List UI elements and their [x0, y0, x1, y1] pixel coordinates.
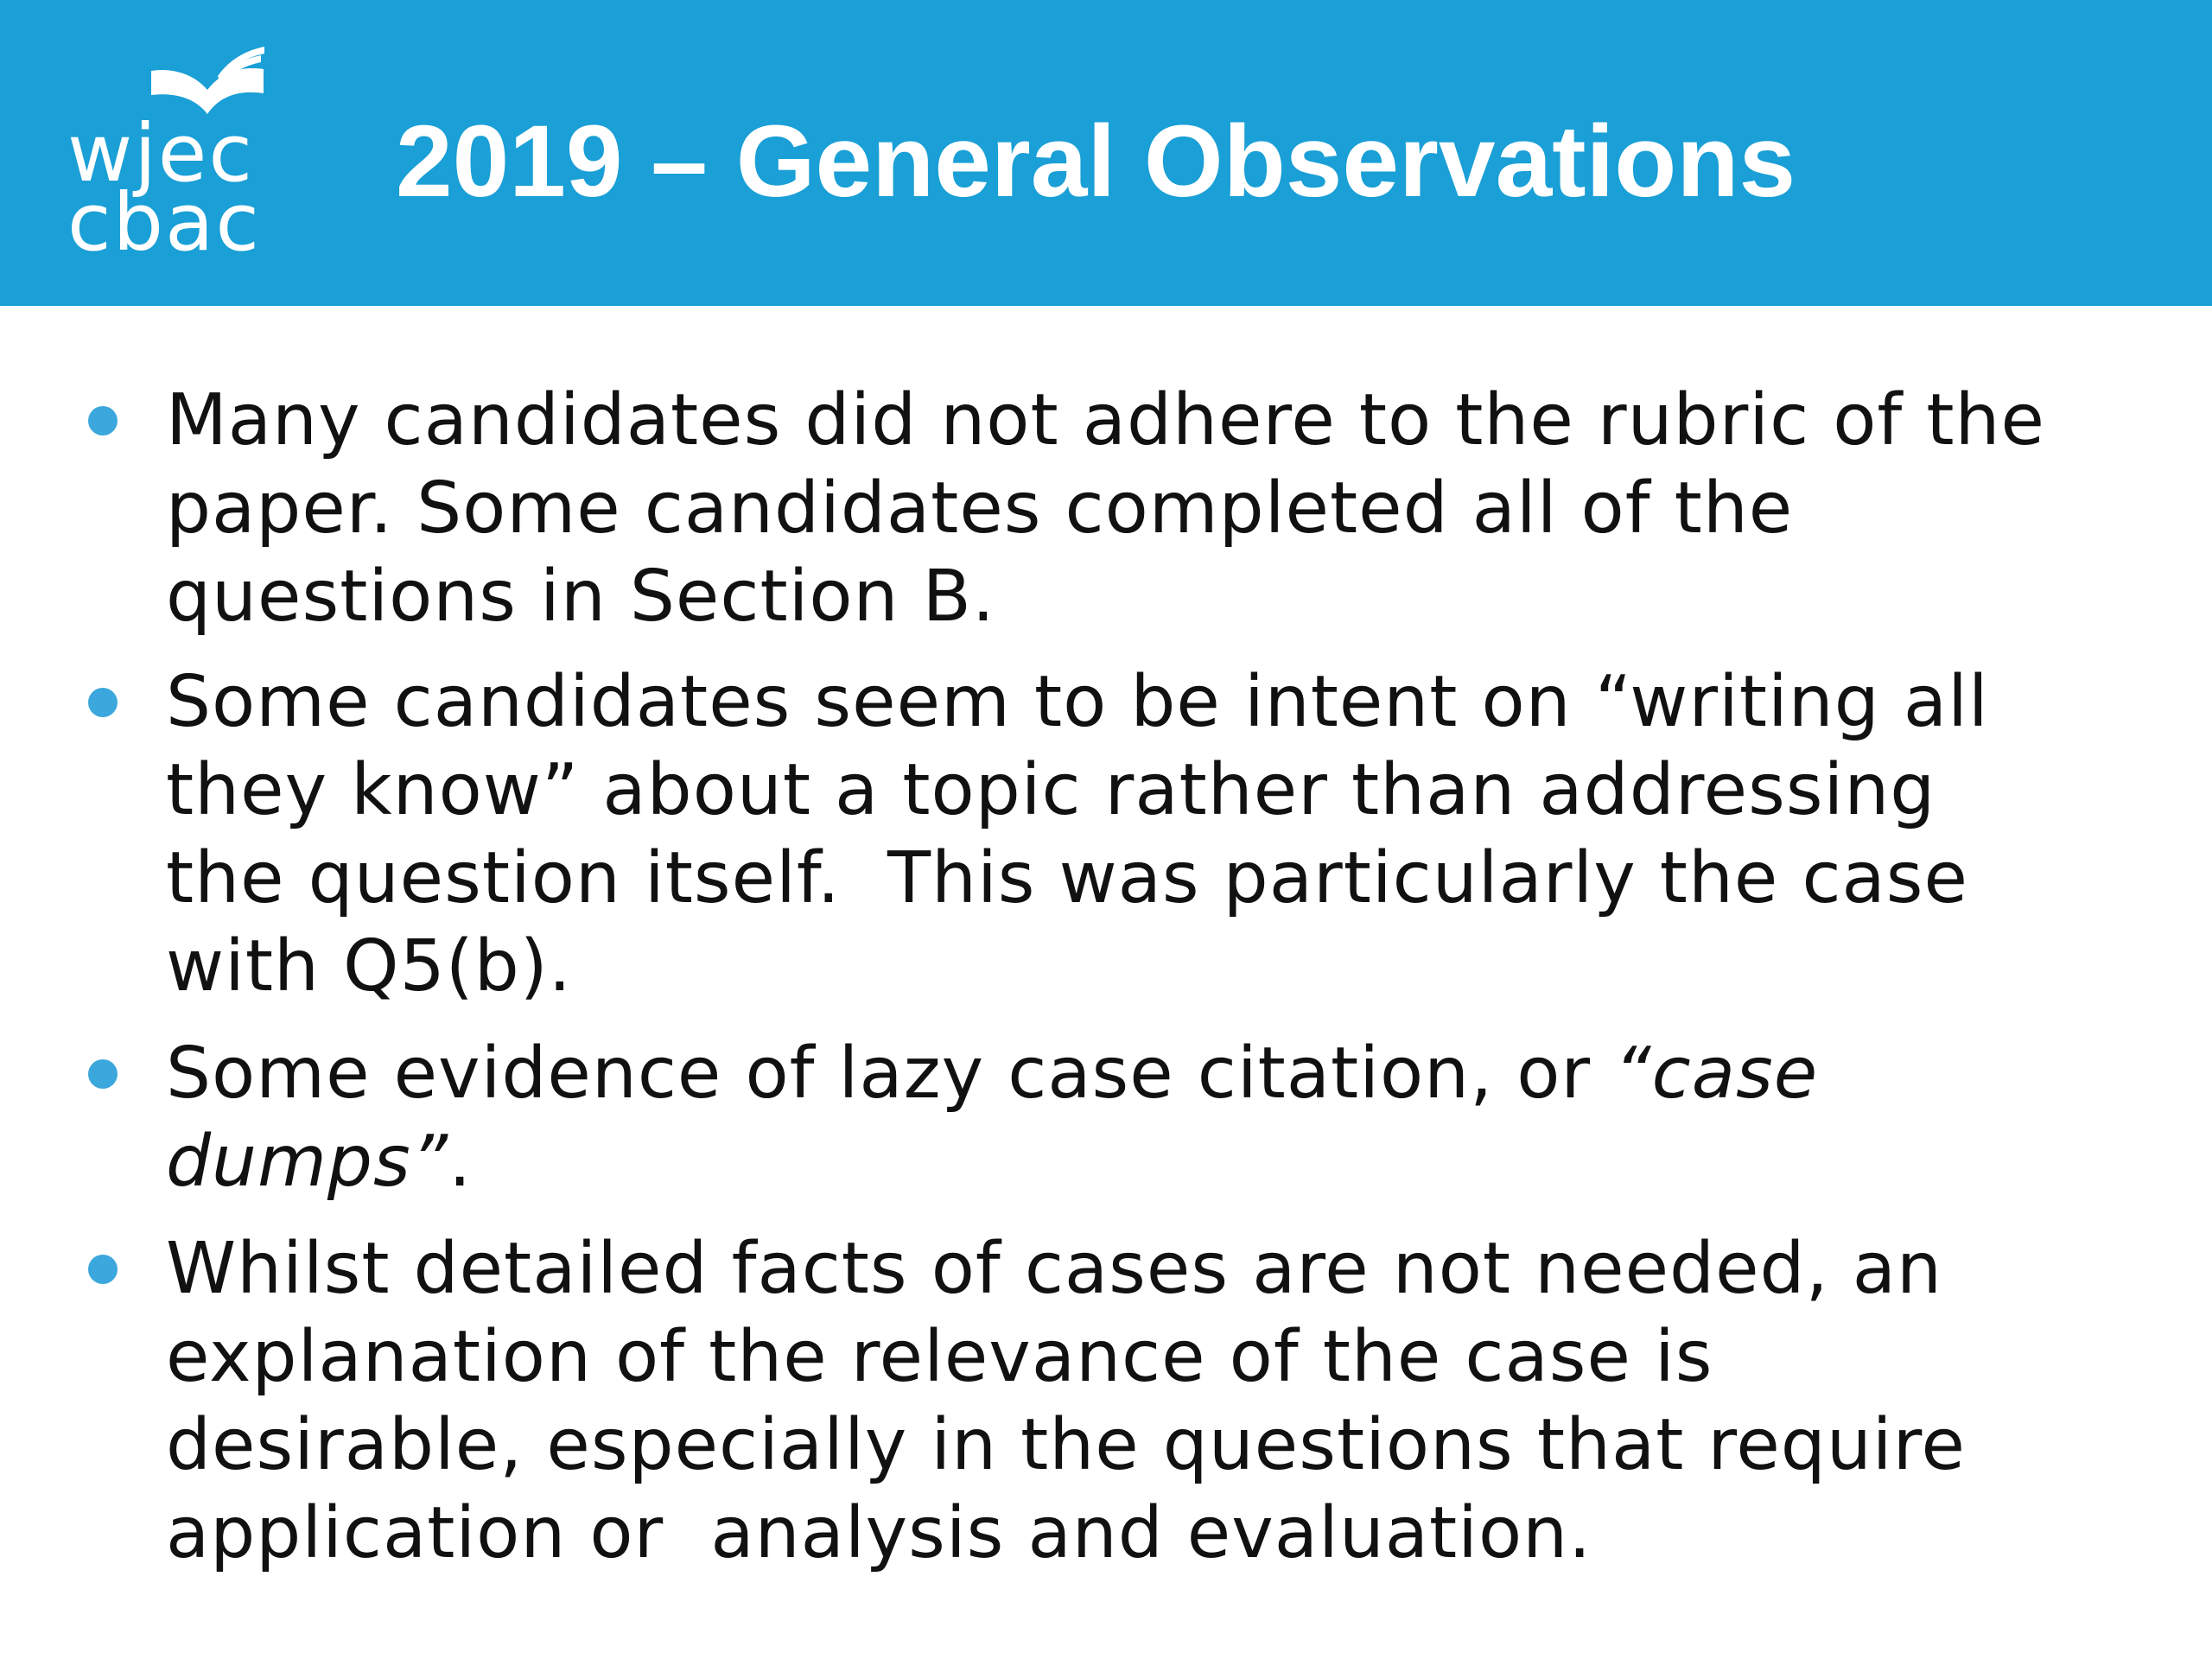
- bullet-text: [166, 1030, 2153, 1206]
- bullet-text: [166, 377, 2153, 641]
- bullet-line: paper. Some candidates completed all of the: [166, 467, 1794, 550]
- bullet-text-italic: “case: [1614, 1033, 1819, 1115]
- bullet-text: [166, 1225, 2153, 1578]
- logo-text-cbac: cbac: [67, 176, 261, 269]
- logo-text-wjec: wjec: [67, 107, 254, 200]
- bullet-line: application or analysis and evaluation.: [166, 1492, 1592, 1574]
- bullet-line: with Q5(b).: [166, 925, 572, 1007]
- bullet-line: questions in Section B.: [166, 556, 995, 638]
- bullet-dot: [88, 688, 118, 717]
- bullet-line: [166, 1118, 2153, 1206]
- bullet-text-italic: dumps”: [166, 1121, 449, 1203]
- page-title: 2019 – General Observations: [396, 105, 1796, 219]
- bullet-dot: [88, 406, 118, 435]
- bullet-text-plain: Some evidence of lazy case citation, or: [166, 1033, 1615, 1115]
- bullet-line: explanation of the relevance of the case is: [166, 1316, 1713, 1398]
- bullet-text-plain: .: [448, 1121, 473, 1203]
- bullet-line: Whilst detailed facts of cases are not needed, an: [166, 1228, 1942, 1310]
- bullet-line: desirable, especially in the questions that require: [166, 1404, 1966, 1486]
- bullet-dot: [88, 1255, 118, 1284]
- bullet-line: [166, 1030, 2153, 1118]
- bullet-line: the question itself. This was particularly the case: [166, 837, 1968, 919]
- bullet-line: they know” about a topic rather than addressing: [166, 749, 1936, 831]
- bullet-dot: [88, 1059, 118, 1089]
- bullet-line: Many candidates did not adhere to the rubric of the: [166, 379, 2045, 461]
- bullet-text: [166, 658, 2153, 1011]
- bullet-line: Some candidates seem to be intent on “writing all: [166, 661, 1989, 743]
